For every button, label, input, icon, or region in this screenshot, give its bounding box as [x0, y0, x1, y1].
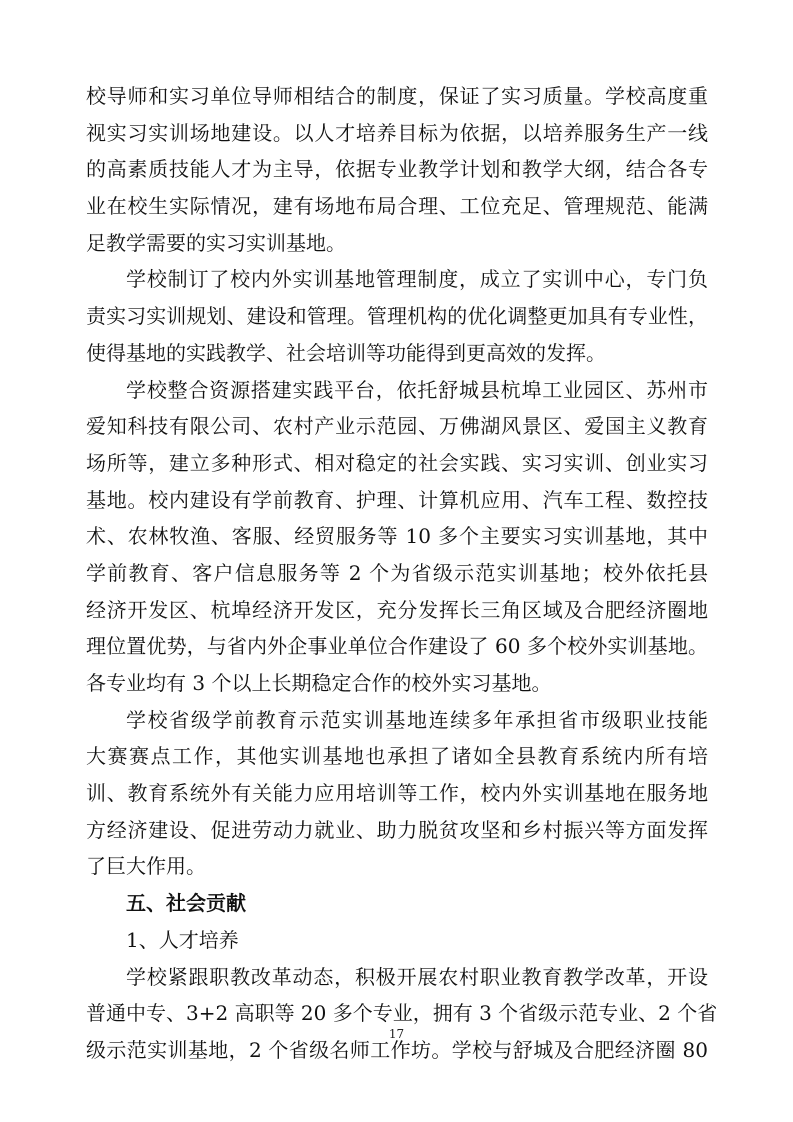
text-line: 的高素质技能人才为主导，依据专业教学计划和教学大纲，结合各专 [86, 157, 708, 182]
body-text [86, 78, 718, 1069]
text-line: 业在校生实际情况，建有场地布局合理、工位充足、管理规范、能满 [86, 194, 708, 219]
subsection-heading: 1、人才培养 [126, 927, 239, 952]
text-line: 经济开发区、杭埠经济开发区，充分发挥长三角区域及合肥经济圈地 [86, 597, 708, 622]
text-line: 大赛赛点工作，其他实训基地也承担了诸如全县教育系统内所有培 [86, 744, 708, 769]
text-line: 方经济建设、促进劳动力就业、助力脱贫攻坚和乡村振兴等方面发挥 [86, 817, 708, 842]
text-line: 理位置优势，与省内外企事业单位合作建设了 60 多个校外实训基地。 [86, 634, 708, 659]
text-line: 了巨大作用。 [86, 854, 206, 879]
text-line: 训、教育系统外有关能力应用培训等工作，校内外实训基地在服务地 [86, 781, 708, 806]
text-line: 普通中专、3+2 高职等 20 多个专业，拥有 3 个省级示范专业、2 个省 [86, 1001, 718, 1026]
text-line: 校导师和实习单位导师相结合的制度，保证了实习质量。学校高度重 [86, 84, 708, 108]
text-line: 学校紧跟职教改革动态，积极开展农村职业教育教学改革，开设 [126, 964, 708, 989]
text-line: 视实习实训场地建设。以人才培养目标为依据，以培养服务生产一线 [86, 120, 708, 145]
text-line: 基地。校内建设有学前教育、护理、计算机应用、汽车工程、数控技 [86, 487, 708, 512]
text-line: 学校整合资源搭建实践平台，依托舒城县杭埠工业园区、苏州市 [126, 377, 708, 402]
text-line: 各专业均有 3 个以上长期稳定合作的校外实习基地。 [86, 671, 552, 695]
text-line: 爱知科技有限公司、农村产业示范园、万佛湖风景区、爱国主义教育 [86, 414, 708, 439]
section-heading: 五、社会贡献 [126, 891, 246, 916]
text-line: 术、农林牧渔、客服、经贸服务等 10 多个主要实习实训基地，其中 [86, 524, 708, 549]
text-line: 级示范实训基地，2 个省级名师工作坊。学校与舒城及合肥经济圈 80 [86, 1037, 708, 1062]
page-number: 17 [388, 1027, 405, 1041]
text-line: 学校省级学前教育示范实训基地连续多年承担省市级职业技能 [126, 707, 708, 732]
text-line: 学前教育、客户信息服务等 2 个为省级示范实训基地；校外依托县 [86, 560, 708, 585]
text-line: 足教学需要的实习实训基地。 [86, 230, 346, 255]
text-line: 学校制订了校内外实训基地管理制度，成立了实训中心，专门负 [126, 267, 708, 292]
text-line: 使得基地的实践教学、社会培训等功能得到更高效的发挥。 [86, 340, 606, 365]
closing-paragraph [86, 959, 718, 1069]
text-line: 责实习实训规划、建设和管理。管理机构的优化调整更加具有专业性， [86, 304, 708, 329]
text-line: 场所等，建立多种形式、相对稳定的社会实践、实习实训、创业实习 [86, 450, 708, 475]
paragraph-block [86, 78, 708, 885]
